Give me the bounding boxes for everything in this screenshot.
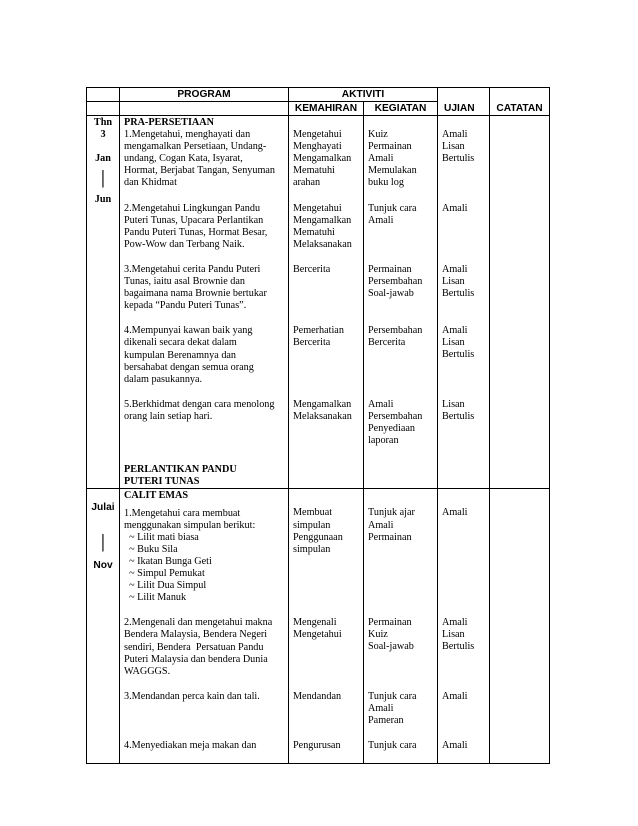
cell-line: Amali xyxy=(442,263,468,275)
cell-line: ~ Simpul Pemukat xyxy=(124,568,205,580)
header-ujian-top xyxy=(438,88,490,102)
header-catatan-top xyxy=(490,88,550,102)
section1-item-1-ujian xyxy=(442,129,485,190)
cell-line: menggunakan simpulan berikut: xyxy=(124,519,256,531)
section1-date xyxy=(87,116,120,489)
cell-line: Hormat, Berjabat Tangan, Senyuman xyxy=(124,165,276,177)
cell-line: Amali xyxy=(442,325,468,337)
cell-line: orang lain setiap hari. xyxy=(124,410,213,422)
section1-kemahiran-list xyxy=(293,129,359,447)
cell-line: Tunjuk cara xyxy=(368,202,417,214)
cell-line: Amali xyxy=(368,702,394,714)
cell-line: undang, Cogan Kata, Isyarat, xyxy=(124,153,243,165)
section1-title: PRA-PERSETIAAN xyxy=(124,117,214,128)
section1-item-2-program xyxy=(124,203,284,251)
section1-item-5-program xyxy=(124,399,284,447)
section1-item-4-program xyxy=(124,325,284,386)
cell-line: Amali xyxy=(442,617,468,629)
cell-line: Bertulis xyxy=(442,153,475,165)
cell-line: Bertulis xyxy=(442,410,475,422)
cell-line: Persembahan xyxy=(368,275,423,287)
cell-line: 3.Mendandan perca kain dan tali. xyxy=(124,690,260,702)
cell-line: Amali xyxy=(368,214,394,226)
cell-line: 1.Mengetahui, menghayati dan xyxy=(124,129,251,141)
cell-line: Tunjuk cara xyxy=(368,740,417,752)
section2-kemahiran xyxy=(289,489,364,764)
date-jun: Jun xyxy=(94,194,112,206)
cell-line: 4.Menyediakan meja makan dan xyxy=(124,740,257,752)
cell-line: Permainan xyxy=(368,263,412,275)
section2-item-1-ujian xyxy=(442,507,485,604)
section-pra-persetiaan xyxy=(87,116,550,489)
cell-line: Mematuhi xyxy=(293,165,335,177)
cell-line: Amali xyxy=(368,519,394,531)
section2-item-2-ujian xyxy=(442,617,485,678)
date-range-bar: | xyxy=(101,166,105,188)
cell-line: Bercerita xyxy=(293,337,331,349)
section2-kegiatan-list xyxy=(368,507,433,752)
cell-line: Puteri Tunas, Upacara Perlantikan xyxy=(124,214,264,226)
section1-item-4-kemahiran xyxy=(293,325,359,386)
header-program-2 xyxy=(120,102,289,116)
cell-line: laporan xyxy=(368,435,399,447)
cell-line: Penyediaan xyxy=(368,422,415,434)
section1-item-5-ujian xyxy=(442,399,485,447)
cell-line: Memulakan xyxy=(368,165,417,177)
closing-title-line2: PUTERI TUNAS xyxy=(124,476,200,488)
header-program: PROGRAM xyxy=(120,88,289,102)
header-date-cell-2 xyxy=(87,102,120,116)
cell-line: Lisan xyxy=(442,337,465,349)
header-kemahiran: KEMAHIRAN xyxy=(289,102,364,116)
section2-item-2-kegiatan xyxy=(368,617,433,678)
section1-item-3-kemahiran xyxy=(293,264,359,312)
section2-item-3-program xyxy=(124,691,284,727)
cell-line: sendiri, Bendera Persatuan Pandu xyxy=(124,641,264,653)
cell-line: Pameran xyxy=(368,714,404,726)
cell-line: 2.Mengenali dan mengetahui makna xyxy=(124,617,273,629)
section1-program-list xyxy=(124,129,284,447)
section1-catatan xyxy=(490,116,550,489)
header-catatan: CATATAN xyxy=(490,102,550,116)
cell-line: kumpulan Berenamnya dan xyxy=(124,349,237,361)
section2-ujian xyxy=(438,489,490,764)
section2-item-4-ujian xyxy=(442,740,485,752)
cell-line: ~ Lilit mati biasa xyxy=(124,531,199,543)
cell-line: kepada “Pandu Puteri Tunas”. xyxy=(124,300,247,312)
cell-line: 3.Mengetahui cerita Pandu Puteri xyxy=(124,263,261,275)
date-range-bar-2: | xyxy=(101,530,105,551)
cell-line: WAGGGS. xyxy=(124,665,171,677)
section2-item-3-kemahiran xyxy=(293,691,359,727)
section2-item-4-program xyxy=(124,740,284,752)
date-thn: Thn xyxy=(93,117,113,128)
section1-kegiatan-list xyxy=(368,129,433,447)
cell-line: buku log xyxy=(368,177,404,189)
section1-item-2-ujian xyxy=(442,203,485,251)
cell-line: simpulan xyxy=(293,519,331,531)
section2-item-4-kemahiran xyxy=(293,740,359,752)
cell-line: Permainan xyxy=(368,617,412,629)
section1-program xyxy=(120,116,289,489)
section1-kegiatan xyxy=(364,116,438,489)
section1-item-5-kemahiran xyxy=(293,399,359,447)
section1-item-4-kegiatan xyxy=(368,325,433,386)
section1-item-1-program xyxy=(124,129,284,190)
cell-line: Lisan xyxy=(442,275,465,287)
header-date-cell xyxy=(87,88,120,102)
cell-line: Mengetahui xyxy=(293,202,342,214)
cell-line: dalam pasukannya. xyxy=(124,373,203,385)
section2-date xyxy=(87,489,120,764)
section2-kemahiran-list xyxy=(293,507,359,752)
cell-line: Bercerita xyxy=(368,337,406,349)
section1-item-1-kemahiran xyxy=(293,129,359,190)
cell-line: Mendandan xyxy=(293,690,342,702)
section1-ujian-list xyxy=(442,129,485,447)
cell-line: Bertulis xyxy=(442,641,475,653)
cell-line: 1.Mengetahui cara membuat xyxy=(124,507,241,519)
cell-line: Kuiz xyxy=(368,129,388,140)
cell-line: Amali xyxy=(368,153,394,165)
header-aktiviti: AKTIVITI xyxy=(289,88,438,102)
cell-line: Lisan xyxy=(442,629,465,641)
section2-kegiatan xyxy=(364,489,438,764)
section2-item-2-kemahiran xyxy=(293,617,359,678)
closing-title-line1: PERLANTIKAN PANDU xyxy=(124,464,237,476)
cell-line: Tunjuk ajar xyxy=(368,507,415,519)
cell-line: Tunas, iaitu asal Brownie dan xyxy=(124,276,246,288)
cell-line: Amali xyxy=(368,398,394,410)
section2-program-list xyxy=(124,508,284,753)
cell-line: simpulan xyxy=(293,543,331,555)
header-row-1 xyxy=(87,88,550,102)
program-table xyxy=(86,87,550,764)
cell-line: Pow-Wow dan Terbang Naik. xyxy=(124,238,245,250)
cell-line: Amali xyxy=(442,507,468,519)
section-calit-emas xyxy=(87,489,550,764)
cell-line: Permainan xyxy=(368,141,412,153)
section1-item-2-kemahiran xyxy=(293,203,359,251)
section2-item-4-kegiatan xyxy=(368,740,433,752)
cell-line: Amali xyxy=(442,202,468,214)
cell-line: Mengamalkan xyxy=(293,214,352,226)
cell-line: Persembahan xyxy=(368,325,423,337)
section2-title: CALIT EMAS xyxy=(124,490,189,502)
section2-item-2-program xyxy=(124,617,284,678)
cell-line: Pengurusan xyxy=(293,740,341,752)
section2-item-1-kemahiran xyxy=(293,507,359,604)
cell-line: Mengamalkan xyxy=(293,398,352,410)
cell-line: Pemerhatian xyxy=(293,325,344,337)
section1-item-3-ujian xyxy=(442,264,485,312)
cell-line: ~ Lilit Dua Simpul xyxy=(124,580,207,592)
section2-item-3-kegiatan xyxy=(368,691,433,727)
cell-line: Mengamalkan xyxy=(293,153,352,165)
cell-line: arahan xyxy=(293,177,321,189)
section2-ujian-list xyxy=(442,507,485,752)
cell-line: Lisan xyxy=(442,398,465,410)
cell-line: 4.Mempunyai kawan baik yang xyxy=(124,325,253,337)
section1-item-3-program xyxy=(124,264,284,312)
section1-kemahiran xyxy=(289,116,364,489)
cell-line: Amali xyxy=(442,740,468,752)
cell-line: Menghayati xyxy=(293,141,342,153)
cell-line: Mengetahui xyxy=(293,629,342,641)
cell-line: Soal-jawab xyxy=(368,641,414,653)
cell-line: Membuat xyxy=(293,507,333,519)
section1-item-1-kegiatan xyxy=(368,129,433,190)
cell-line: Tunjuk cara xyxy=(368,690,417,702)
cell-line: ~ Ikatan Bunga Geti xyxy=(124,555,212,567)
cell-line: bagaimana nama Brownie bertukar xyxy=(124,288,267,300)
date-jan: Jan xyxy=(95,153,111,165)
header-ujian: UJIAN xyxy=(438,102,490,116)
cell-line: Lisan xyxy=(442,141,465,153)
cell-line: ~ Buku Sila xyxy=(124,543,178,555)
cell-line: Penggunaan xyxy=(293,531,343,543)
cell-line: Mengetahui xyxy=(293,129,342,140)
cell-line: Melaksanakan xyxy=(293,410,352,422)
section1-ujian xyxy=(438,116,490,489)
section2-item-3-ujian xyxy=(442,691,485,727)
cell-line: Persembahan xyxy=(368,410,423,422)
section1-item-2-kegiatan xyxy=(368,203,433,251)
cell-line: Melaksanakan xyxy=(293,238,352,250)
cell-line: Bercerita xyxy=(293,263,331,275)
cell-line: bersahabat dengan semua orang xyxy=(124,361,254,373)
cell-line: Amali xyxy=(442,690,468,702)
cell-line: 5.Berkhidmat dengan cara menolong xyxy=(124,398,275,410)
cell-line: 2.Mengetahui Lingkungan Pandu xyxy=(124,202,261,214)
section2-program xyxy=(120,489,289,764)
cell-line: Soal-jawab xyxy=(368,288,414,300)
date-num: 3 xyxy=(100,129,106,141)
cell-line: dikenali secara dekat dalam xyxy=(124,337,237,349)
cell-line: Bertulis xyxy=(442,349,475,361)
date-nov: Nov xyxy=(93,559,113,571)
cell-line: dan Khidmat xyxy=(124,177,177,189)
cell-line: Permainan xyxy=(368,531,412,543)
section2-item-1-program xyxy=(124,508,284,605)
cell-line: Bertulis xyxy=(442,288,475,300)
cell-line: Amali xyxy=(442,129,468,140)
cell-line: Mematuhi xyxy=(293,226,335,238)
section2-item-1-kegiatan xyxy=(368,507,433,604)
header-row-2 xyxy=(87,102,550,116)
cell-line: ~ Lilit Manuk xyxy=(124,592,187,604)
section2-catatan xyxy=(490,489,550,764)
header-kegiatan: KEGIATAN xyxy=(364,102,438,116)
cell-line: mengamalkan Persetiaan, Undang- xyxy=(124,141,267,153)
section1-item-3-kegiatan xyxy=(368,264,433,312)
section1-item-4-ujian xyxy=(442,325,485,386)
section1-item-5-kegiatan xyxy=(368,399,433,447)
date-julai: Julai xyxy=(91,502,115,514)
cell-line: Puteri Malaysia dan bendera Dunia xyxy=(124,653,268,665)
cell-line: Mengenali xyxy=(293,617,337,629)
cell-line: Kuiz xyxy=(368,629,388,641)
cell-line: Bendera Malaysia, Bendera Negeri xyxy=(124,629,268,641)
cell-line: Pandu Puteri Tunas, Hormat Besar, xyxy=(124,226,268,238)
